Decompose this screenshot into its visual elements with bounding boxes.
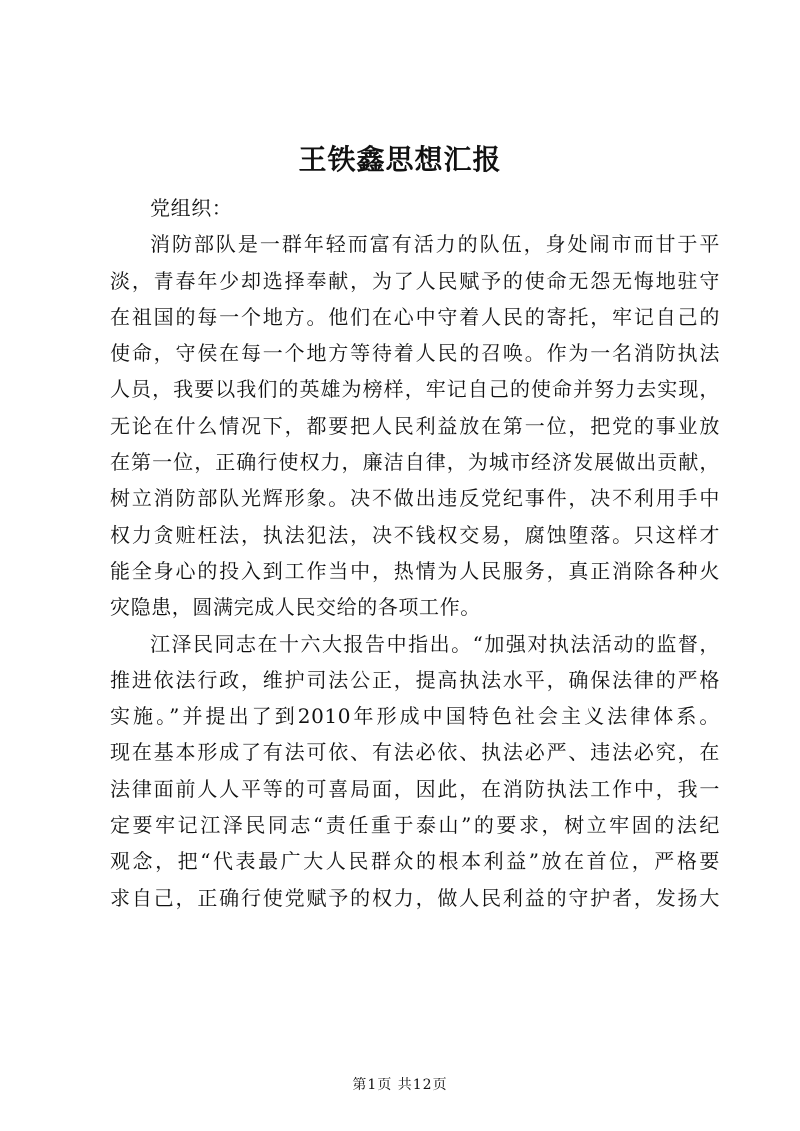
- paragraph-line: 灾隐患，圆满完成人民交给的各项工作。: [110, 595, 481, 620]
- paragraph-line: 在祖国的每一个地方。他们在心中守着人民的寄托，牢记自己的: [110, 304, 720, 329]
- document-title: 王铁鑫思想汇报: [298, 143, 502, 176]
- paragraph-line: 江泽民同志在十六大报告中指出。“加强对执法活动的监督，: [150, 631, 720, 656]
- paragraph-line: 人员，我要以我们的英雄为榜样，牢记自己的使命并努力去实现，: [110, 377, 720, 402]
- paragraph-line: 使命，守侯在每一个地方等待着人民的召唤。作为一名消防执法: [110, 341, 720, 366]
- paragraph-line: 无论在什么情况下，都要把人民利益放在第一位，把党的事业放: [110, 413, 720, 438]
- salutation-line: 党组织：: [150, 196, 233, 220]
- paragraph-line: 消防部队是一群年轻而富有活力的队伍，身处闹市而甘于平: [150, 232, 720, 257]
- paragraph-line: 权力贪赃枉法，执法犯法，决不钱权交易，腐蚀堕落。只这样才: [110, 522, 720, 547]
- paragraph-line: 淡，青春年少却选择奉献，为了人民赋予的使命无怨无悔地驻守: [110, 268, 720, 293]
- page-footer: 第1页 共12页: [352, 1077, 448, 1093]
- paragraph-line: 树立消防部队光辉形象。决不做出违反党纪事件，决不利用手中: [110, 486, 720, 511]
- paragraph-line: 定要牢记江泽民同志“责任重于泰山”的要求，树立牢固的法纪: [110, 813, 720, 838]
- paragraph-line: 在第一位，正确行使权力，廉洁自律，为城市经济发展做出贡献，: [110, 450, 720, 475]
- paragraph-line: 求自己，正确行使党赋予的权力，做人民利益的守护者，发扬大: [110, 885, 720, 910]
- paragraph-line: 法律面前人人平等的可喜局面，因此，在消防执法工作中，我一: [110, 776, 720, 801]
- paragraph-line: 推进依法行政，维护司法公正，提高执法水平，确保法律的严格: [110, 667, 720, 692]
- paragraph-line: 现在基本形成了有法可依、有法必依、执法必严、违法必究，在: [110, 740, 720, 765]
- paragraph-line: 实施。”并提出了到2010年形成中国特色社会主义法律体系。: [110, 704, 720, 729]
- paragraph-line: 观念，把“代表最广大人民群众的根本利益”放在首位，严格要: [110, 849, 720, 874]
- document-body: [110, 190, 720, 916]
- paragraph-line: 能全身心的投入到工作当中，热情为人民服务，真正消除各种火: [110, 558, 720, 583]
